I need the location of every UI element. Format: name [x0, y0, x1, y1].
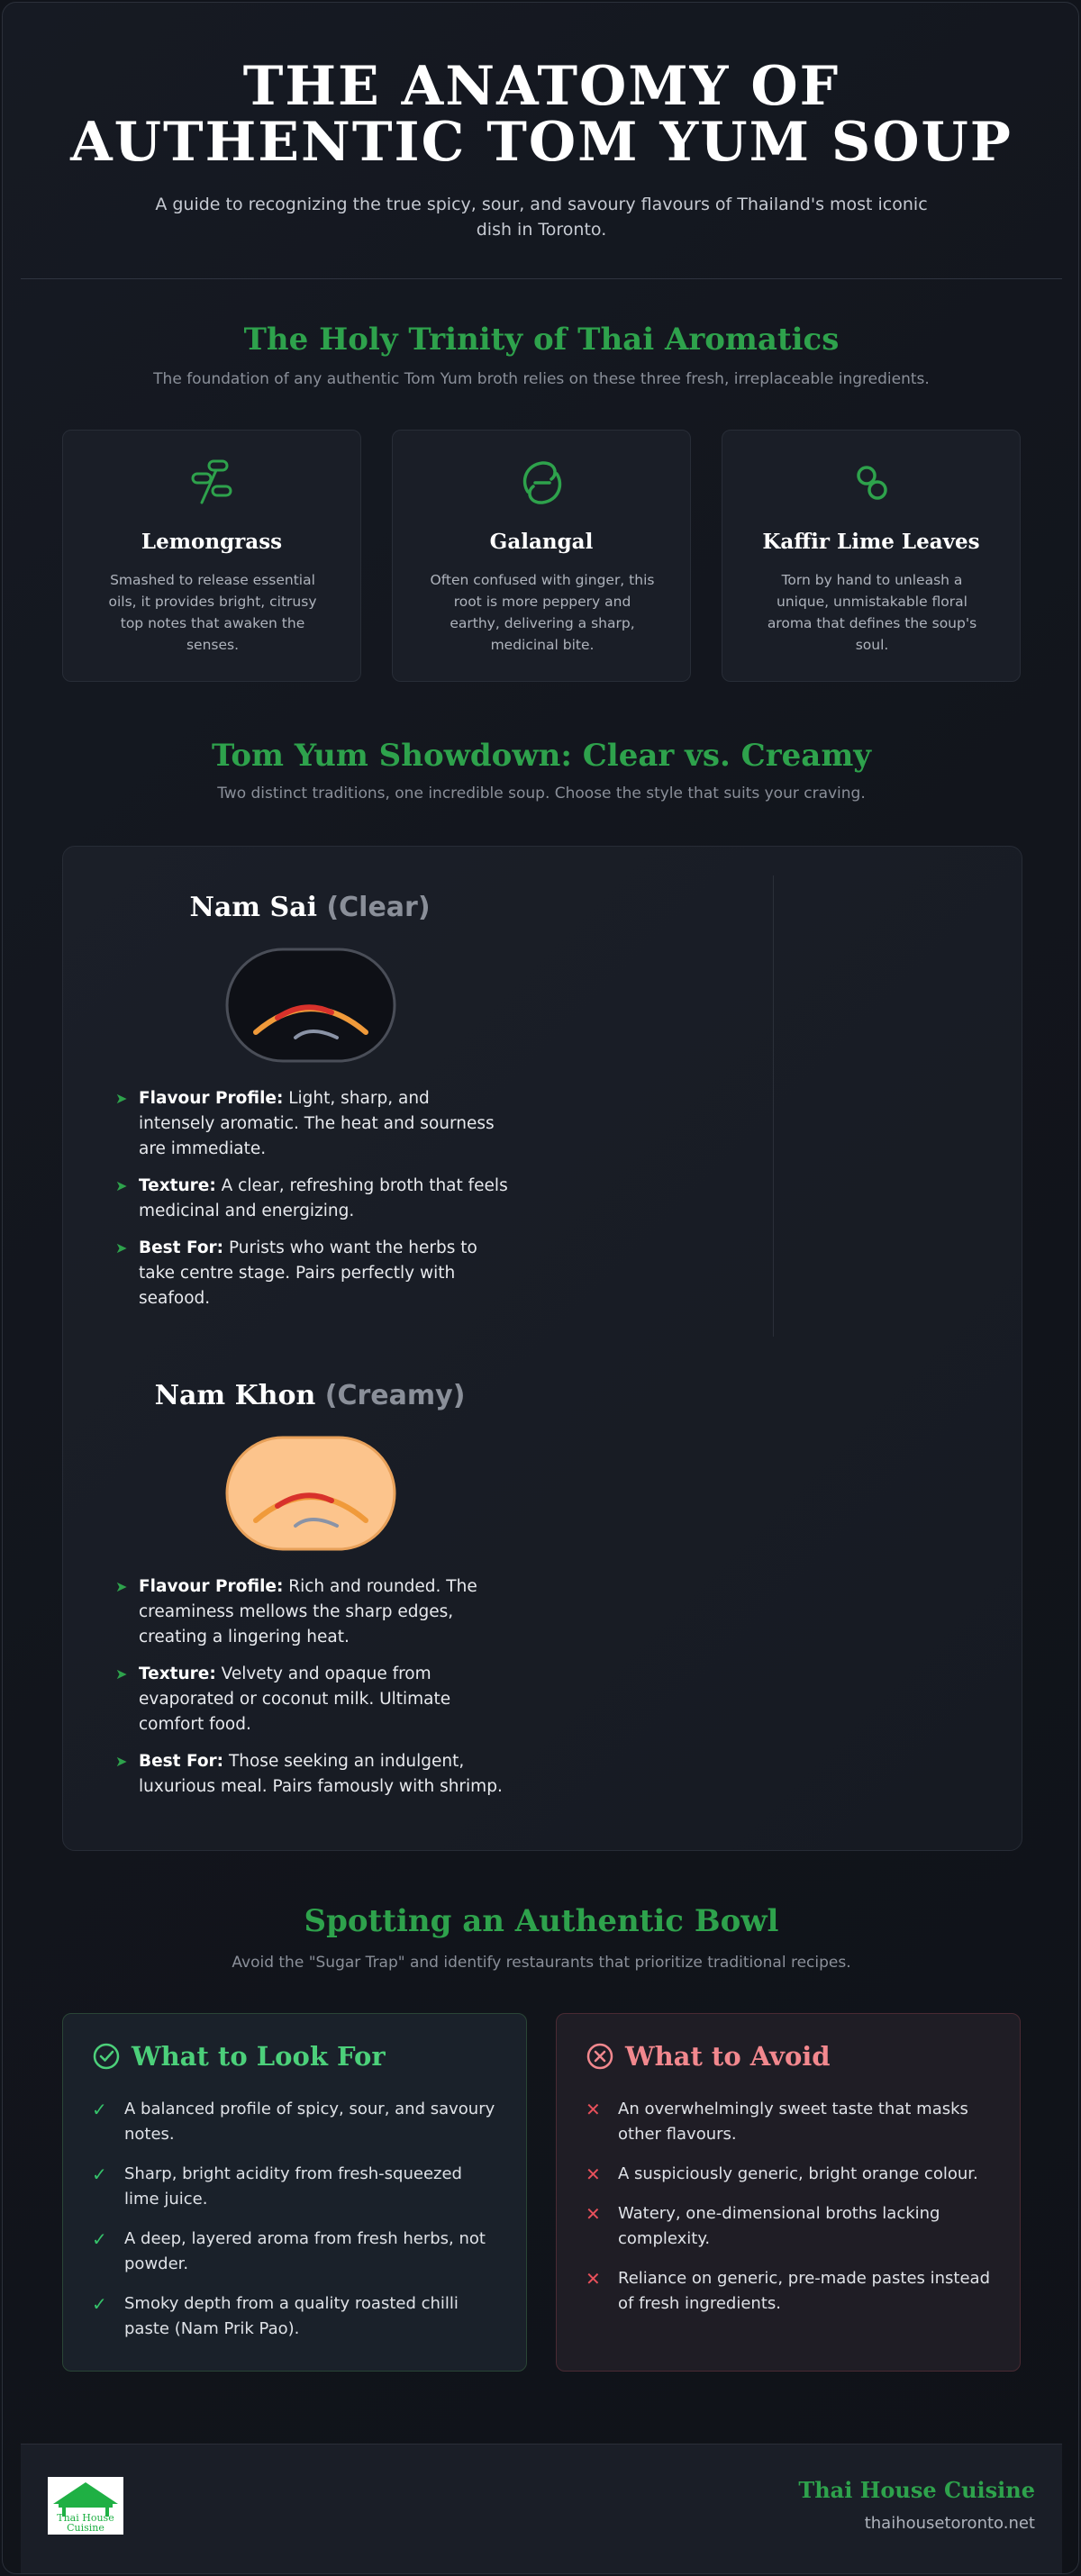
ingredient-name: Kaffir Lime Leaves: [762, 530, 980, 554]
clear-style-tag: (Clear): [326, 892, 431, 923]
list-item: [114, 1574, 510, 1650]
x-icon: ✕: [586, 2203, 601, 2225]
page-footer: [21, 2444, 1062, 2574]
feature-text: A clear, refreshing broth that feels medicinal and energizing.: [139, 1176, 508, 1220]
feature-text: Light, sharp, and intensely aromatic. The heat and sourness are immediate.: [139, 1089, 495, 1158]
list-item: [114, 1086, 510, 1162]
avoid-heading: [586, 2041, 831, 2072]
look-for-heading-text: What to Look For: [132, 2041, 386, 2072]
trinity-title: The Holy Trinity of Thai Aromatics: [243, 322, 840, 358]
showdown-panel: [62, 846, 1022, 1851]
page-subtitle: A guide to recognizing the true spicy, sour, and savoury flavours of Thailand's most iconic dish in Toronto.: [155, 195, 928, 240]
list-item: [586, 2266, 991, 2317]
list-item-text: A deep, layered aroma from fresh herbs, not powder.: [124, 2229, 486, 2273]
check-icon: ✓: [92, 2163, 107, 2185]
feature-label: Flavour Profile:: [139, 1577, 284, 1596]
trinity-subtitle: The foundation of any authentic Tom Yum broth relies on these three fresh, irreplaceable ingredients.: [153, 370, 930, 388]
header-divider: [21, 278, 1062, 279]
ingredient-name: Lemongrass: [141, 530, 283, 554]
list-item: [114, 1174, 510, 1224]
feature-text: Purists who want the herbs to take centre stage. Pairs perfectly with seafood.: [139, 1238, 477, 1308]
list-item: [586, 2201, 991, 2252]
page-title-line2: AUTHENTIC TOM YUM SOUP: [70, 111, 1013, 174]
infographic-frame: [2, 2, 1079, 2574]
authentic-subtitle: Avoid the "Sugar Trap" and identify restaurants that prioritize traditional recipes.: [232, 1954, 851, 1972]
x-icon: ✕: [586, 2163, 601, 2185]
avoid-heading-text: What to Avoid: [625, 2041, 831, 2072]
look-for-list: [92, 2097, 497, 2356]
creamy-bowl-illustration: [225, 1436, 396, 1551]
footer-brand: [798, 2477, 1035, 2533]
feature-label: Texture:: [139, 1176, 216, 1195]
ingredient-description: Smashed to release essential oils, it provides bright, citrusy top notes that awaken the senses.: [108, 572, 317, 653]
list-item-text: Smoky depth from a quality roasted chilli paste (Nam Prik Pao).: [124, 2294, 459, 2338]
feature-text: Those seeking an indulgent, luxurious meal. Pairs famously with shrimp.: [139, 1752, 503, 1796]
page-title: [3, 55, 1079, 174]
feature-text: Rich and rounded. The creaminess mellows the sharp edges, creating a lingering heat.: [139, 1577, 477, 1646]
ingredient-card-galangal: [392, 430, 691, 682]
feature-text: Velvety and opaque from evaporated or coconut milk. Ultimate comfort food.: [139, 1664, 451, 1734]
restaurant-logo[interactable]: [48, 2477, 123, 2535]
lemongrass-icon: [186, 456, 240, 510]
page-header: [3, 55, 1079, 242]
ingredient-description: Torn by hand to unleash a unique, unmistakable floral aroma that defines the soup's soul.: [767, 572, 977, 653]
clear-features-list: [114, 1086, 510, 1323]
avoid-box: [556, 2013, 1021, 2372]
list-item: [92, 2227, 497, 2277]
look-for-box: [62, 2013, 527, 2372]
list-item: [586, 2162, 991, 2187]
list-item-text: A suspiciously generic, bright orange colour.: [618, 2164, 978, 2183]
list-item-text: An overwhelmingly sweet taste that masks other flavours.: [618, 2100, 968, 2144]
arrow-icon: ➤: [115, 1578, 128, 1595]
authentic-title: Spotting an Authentic Bowl: [304, 1903, 779, 1939]
brand-name: Thai House Cuisine: [798, 2477, 1035, 2503]
logo-text-line1: Thai House: [57, 2512, 114, 2524]
list-item: [114, 1749, 510, 1800]
look-for-heading: [92, 2041, 386, 2072]
list-item: [92, 2291, 497, 2342]
list-item-text: A balanced profile of spicy, sour, and savoury notes.: [124, 2100, 495, 2144]
arrow-icon: ➤: [115, 1090, 128, 1107]
ingredient-card-kaffir-lime: [722, 430, 1021, 682]
list-item: [92, 2097, 497, 2147]
arrow-icon: ➤: [115, 1239, 128, 1256]
clear-style-title: [63, 892, 557, 923]
list-item: [586, 2097, 991, 2147]
ingredient-card-lemongrass: [62, 430, 361, 682]
x-circle-icon: [586, 2042, 614, 2071]
check-icon: ✓: [92, 2228, 107, 2250]
showdown-divider: [773, 875, 774, 1337]
clear-bowl-illustration: [225, 948, 396, 1063]
arrow-icon: ➤: [115, 1665, 128, 1683]
arrow-icon: ➤: [115, 1177, 128, 1194]
feature-label: Best For:: [139, 1238, 224, 1257]
creamy-style-title: [63, 1380, 557, 1411]
check-icon: ✓: [92, 2293, 107, 2315]
lime-leaf-icon: [845, 456, 899, 510]
avoid-list: [586, 2097, 991, 2331]
arrow-icon: ➤: [115, 1753, 128, 1770]
feature-label: Best For:: [139, 1752, 224, 1771]
logo-text-line2: Cuisine: [67, 2522, 104, 2534]
x-icon: ✕: [586, 2099, 601, 2120]
ingredient-name: Galangal: [489, 530, 594, 554]
feature-label: Flavour Profile:: [139, 1089, 284, 1108]
feature-label: Texture:: [139, 1664, 216, 1683]
clear-style-name: Nam Sai: [189, 892, 317, 923]
x-icon: ✕: [586, 2268, 601, 2290]
ingredient-description: Often confused with ginger, this root is more peppery and earthy, delivering a sharp, medicinal bite.: [430, 572, 655, 653]
brand-url-link[interactable]: thaihousetoronto.net: [864, 2514, 1035, 2533]
galangal-icon: [515, 456, 569, 510]
list-item-text: Watery, one-dimensional broths lacking complexity.: [618, 2204, 940, 2248]
list-item: [114, 1236, 510, 1311]
list-item: [92, 2162, 497, 2212]
showdown-title: Tom Yum Showdown: Clear vs. Creamy: [211, 738, 872, 774]
creamy-features-list: [114, 1574, 510, 1811]
list-item: [114, 1662, 510, 1737]
page-title-line1: THE ANATOMY OF: [242, 55, 840, 118]
creamy-style-name: Nam Khon: [154, 1380, 316, 1411]
check-icon: ✓: [92, 2099, 107, 2120]
list-item-text: Sharp, bright acidity from fresh-squeezed lime juice.: [124, 2164, 462, 2209]
list-item-text: Reliance on generic, pre-made pastes instead of fresh ingredients.: [618, 2269, 990, 2313]
check-circle-icon: [92, 2042, 121, 2071]
showdown-subtitle: Two distinct traditions, one incredible soup. Choose the style that suits your craving.: [217, 785, 866, 803]
creamy-style-tag: (Creamy): [324, 1380, 466, 1411]
